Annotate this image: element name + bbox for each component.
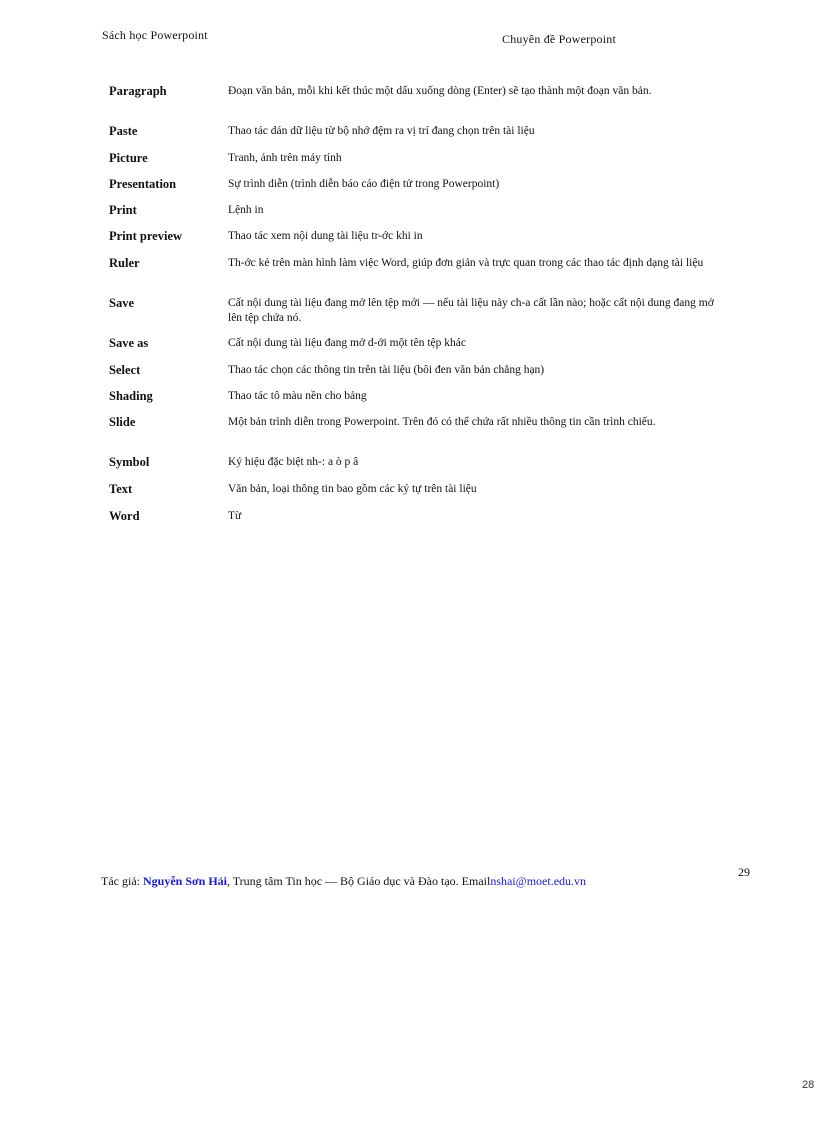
footer-prefix: Tác giả: <box>101 874 143 888</box>
glossary-definition: Văn bản, loại thông tin bao gồm các ký tự trên tài liệu <box>228 483 477 495</box>
header-left: Sách học Powerpoint <box>102 28 208 42</box>
glossary-definition: Thao tác tô màu nền cho bảng <box>228 390 367 402</box>
glossary-definition: Thao tác chọn các thông tin trên tài liệu (bôi đen văn bản chẳng hạn) <box>228 364 545 376</box>
glossary-term: Paste <box>109 124 138 138</box>
glossary-term: Save as <box>109 336 149 350</box>
footer-author: Nguyễn Sơn Hải <box>142 874 227 888</box>
glossary-term: Symbol <box>109 455 150 469</box>
glossary-definition: Cất nội dung tài liệu đang mở d-ới một tên tệp khác <box>228 337 466 349</box>
footer-affiliation: , Trung tâm Tin học — Bộ Giáo dục và Đào tạo. Email <box>226 874 491 888</box>
glossary-definition: Tranh, ảnh trên máy tính <box>228 152 342 164</box>
glossary-definition: Một bản trình diễn trong Powerpoint. Trên đó có thể chứa rất nhiều thông tin cần trình chiếu. <box>228 416 656 428</box>
glossary-definition: Cất nội dung tài liệu đang mở lên tệp mới — nếu tài liệu này ch-a cất lần nào; hoặc cất nội dung đang mở lên tệp chứa nó. <box>228 297 714 324</box>
glossary-definition: Thao tác xem nội dung tài liệu tr-ớc khi in <box>228 230 423 242</box>
glossary-term: Presentation <box>109 177 177 191</box>
header-right: Chuyên đề Powerpoint <box>502 32 616 46</box>
glossary-term: Save <box>109 296 134 310</box>
viewer-page-number: 28 <box>802 1079 815 1091</box>
glossary-term: Select <box>109 363 141 377</box>
glossary-term: Print <box>109 203 137 217</box>
glossary-definition: Thao tác dán dữ liệu từ bộ nhớ đệm ra vị trí đang chọn trên tài liệu <box>228 125 535 137</box>
page-number: 29 <box>738 865 750 879</box>
glossary-term: Picture <box>109 151 148 165</box>
glossary-term: Word <box>109 509 140 523</box>
glossary-definition: Ký hiệu đặc biệt nh-: a ò p â <box>228 456 359 468</box>
glossary-definition: Từ <box>228 510 242 522</box>
footer <box>101 874 586 889</box>
glossary-term: Print preview <box>109 229 183 243</box>
glossary-definition: Đoạn văn bản, mỗi khi kết thúc một dấu xuống dòng (Enter) sẽ tạo thành một đoạn văn bản. <box>228 85 652 97</box>
glossary-term: Slide <box>109 415 136 429</box>
glossary-definition: Th-ớc kẻ trên màn hình làm việc Word, giúp đơn giản và trực quan trong các thao tác định dạng tài liệu <box>228 257 704 269</box>
glossary-term: Paragraph <box>109 84 167 98</box>
glossary-definition: Sự trình diễn (trình diễn báo cáo điện tử trong Powerpoint) <box>228 178 500 190</box>
footer-email-link[interactable]: nshai@moet.edu.vn <box>490 874 587 888</box>
glossary-term: Shading <box>109 389 153 403</box>
glossary-term: Ruler <box>109 256 140 270</box>
glossary-term: Text <box>109 482 133 496</box>
glossary-definition: Lệnh in <box>228 204 264 216</box>
